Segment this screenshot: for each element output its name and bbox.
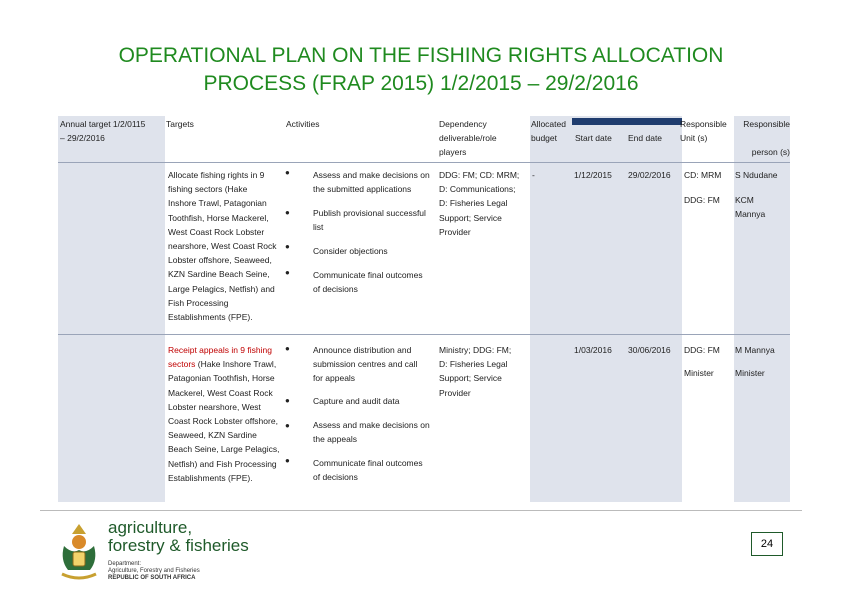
row1-start-date: 1/12/2015 <box>574 170 612 180</box>
header-responsible-person: Responsible person (s) <box>743 119 790 157</box>
bullet-icon: ● <box>285 344 290 353</box>
row2-start-date: 1/03/2016 <box>574 345 612 355</box>
slide-title <box>40 42 802 98</box>
footer-divider <box>40 510 802 511</box>
row1-activity-2: Publish provisional successful list <box>313 208 426 233</box>
header-start-date: Start date <box>575 133 612 143</box>
header-responsible-unit: Responsible Unit (s) <box>680 119 727 143</box>
page-number: 24 <box>751 532 783 556</box>
bullet-icon: ● <box>285 242 290 251</box>
bullet-icon: ● <box>285 268 290 277</box>
title-line-2: PROCESS (FRAP 2015) 1/2/2015 – 29/2/2016 <box>203 72 639 95</box>
row1-dependency: DDG: FM; CD: MRM; D: Communications; D: Fisheries Legal Support; Service Provider <box>439 170 520 237</box>
row2-end-date: 30/06/2016 <box>628 345 671 355</box>
bullet-icon: ● <box>285 396 290 405</box>
row2-activity-3: Assess and make decisions on the appeals <box>313 420 430 445</box>
row2-person-2: Minister <box>735 368 765 378</box>
header-annual-target: Annual target 1/2/0115 – 29/2/2016 <box>60 119 146 143</box>
row1-activity-1: Assess and make decisions on the submitted applications <box>313 170 430 195</box>
dept-line-3: REPUBLIC OF SOUTH AFRICA <box>108 575 196 581</box>
row2-target-rest: (Hake Inshore Trawl, Patagonian Toothfish, Horse Mackerel, West Coast Rock Lobster nearshore, West Coast Rock Lobster offshore, Seaweed, KZN Sardine Beach Seine, Large Pelagics, Netfish) and Fish Processing Establishments (FPE). <box>168 359 280 483</box>
row2-activity-4: Communicate final outcomes of decisions <box>313 458 423 483</box>
row1-target: Allocate fishing rights in 9 fishing sectors (Hake Inshore Trawl, Patagonian Toothfish, Horse Mackerel, West Coast Rock Lobster nearshore, West Coast Rock Lobster offshore, Seaweed, KZN Sardine Beach Seine, Large Pelagics, Netfish) and Fish Processing Establishments (FPE). <box>168 170 277 323</box>
col-budget-bg <box>530 116 572 502</box>
bullet-icon: ● <box>285 168 290 177</box>
row1-unit-1: CD: MRM <box>684 170 722 180</box>
row2-target <box>168 343 288 485</box>
title-line-1: OPERATIONAL PLAN ON THE FISHING RIGHTS ALLOCATION <box>118 44 724 67</box>
row2-unit-2: Minister <box>684 368 714 378</box>
col-annual-target-bg <box>58 116 165 502</box>
row2-activity-1: Announce distribution and submission centres and call for appeals <box>313 345 418 384</box>
header-divider <box>58 162 790 163</box>
header-dependency: Dependency deliverable/role players <box>439 119 497 157</box>
row2-target-highlight: Receipt appeals in 9 fishing sectors <box>168 345 272 370</box>
header-targets: Targets <box>166 119 194 129</box>
dept-line-1: Department: <box>108 561 142 567</box>
row1-budget: - <box>532 170 535 180</box>
header-end-date: End date <box>628 133 663 143</box>
row1-person-1: S Ndudane <box>735 170 778 180</box>
bullet-icon: ● <box>285 421 290 430</box>
dept-line-2: Agriculture, Forestry and Fisheries <box>108 568 200 574</box>
bullet-icon: ● <box>285 208 290 217</box>
header-activities: Activities <box>286 119 320 129</box>
row-divider <box>58 334 790 335</box>
operational-plan-table <box>58 116 790 502</box>
row1-person-2: KCM Mannya <box>735 195 766 220</box>
logo-line-2: forestry & fisheries <box>108 536 249 555</box>
row1-activity-3: Consider objections <box>313 246 388 256</box>
row2-person-1: M Mannya <box>735 345 775 355</box>
logo-line-1: agriculture, <box>108 518 193 537</box>
row1-end-date: 29/02/2016 <box>628 170 671 180</box>
row2-dependency: Ministry; DDG: FM; D: Fisheries Legal Support; Service Provider <box>439 345 512 398</box>
header-bar <box>572 118 682 125</box>
row2-activity-2: Capture and audit data <box>313 396 400 406</box>
header-allocated-budget: Allocated budget <box>531 119 566 143</box>
coat-of-arms-logo <box>56 520 102 584</box>
row1-activity-4: Communicate final outcomes of decisions <box>313 270 423 295</box>
row2-unit-1: DDG: FM <box>684 345 720 355</box>
row1-unit-2: DDG: FM <box>684 195 720 205</box>
bullet-icon: ● <box>285 456 290 465</box>
